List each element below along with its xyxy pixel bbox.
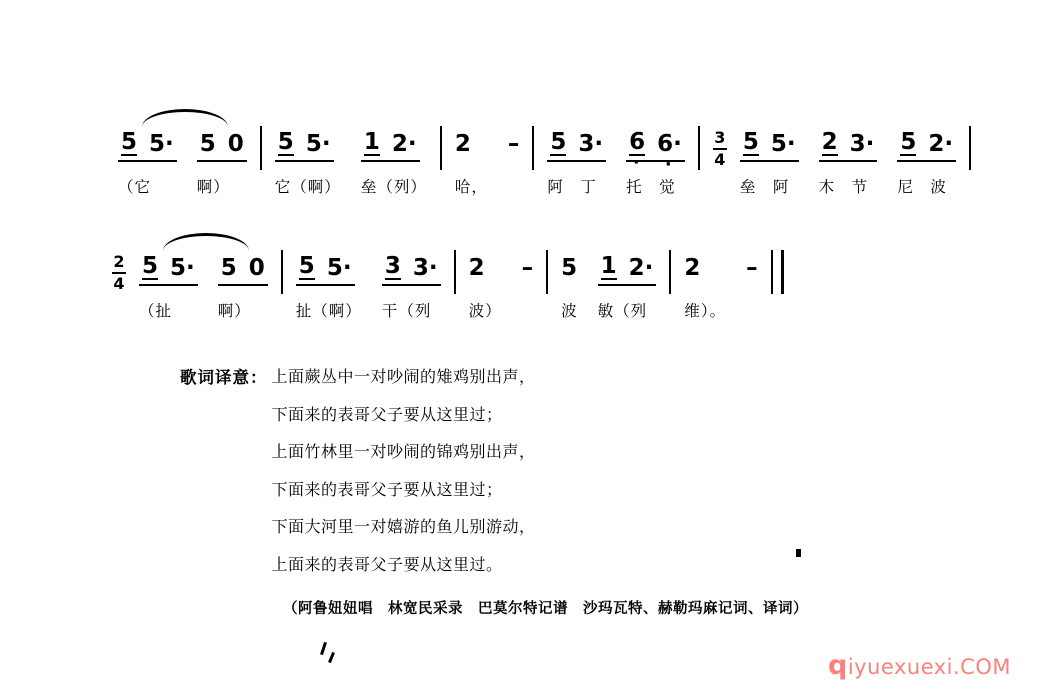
lyric: 托 觉 bbox=[626, 178, 676, 196]
note: 5 bbox=[742, 129, 759, 155]
beat-cell bbox=[684, 250, 726, 321]
score-line-1 bbox=[118, 126, 971, 197]
translation-label: 歌词译意： bbox=[180, 368, 268, 387]
notes-row bbox=[598, 250, 657, 286]
beat-cell bbox=[218, 250, 268, 321]
measure bbox=[118, 126, 247, 197]
beat-cell bbox=[361, 126, 427, 197]
measure bbox=[296, 250, 441, 321]
ink-artifact bbox=[328, 652, 335, 663]
notes-row bbox=[197, 126, 247, 162]
note: 5 bbox=[561, 255, 578, 281]
barline bbox=[440, 126, 442, 170]
time-signature-numerator: 3 bbox=[714, 128, 726, 147]
barline bbox=[669, 250, 671, 294]
time-signature-numerator: 2 bbox=[113, 252, 125, 271]
notes-row bbox=[508, 126, 520, 162]
notes-row bbox=[746, 250, 758, 286]
lyric: （它 bbox=[118, 178, 152, 196]
beat-cell bbox=[139, 250, 198, 321]
beam-group bbox=[296, 255, 355, 286]
notes-row bbox=[382, 250, 441, 286]
translation-line: 下面来的表哥父子要从这里过； bbox=[271, 479, 503, 499]
beam-group bbox=[382, 255, 441, 286]
note: 6 · bbox=[629, 131, 645, 156]
notes-row bbox=[522, 250, 534, 286]
notes-row bbox=[275, 126, 341, 162]
barline bbox=[454, 250, 456, 294]
notes-row bbox=[139, 250, 198, 286]
slur-arc bbox=[163, 233, 249, 251]
lyrics-translation-section bbox=[180, 364, 536, 589]
beam-group bbox=[139, 255, 198, 286]
beat-cell bbox=[296, 250, 362, 321]
watermark-initial: q bbox=[828, 650, 848, 681]
beam-group bbox=[598, 255, 657, 286]
lyric: 木 节 bbox=[818, 178, 869, 196]
translation-line: 上面蕨丛中一对吵闹的雉鸡别出声， bbox=[271, 367, 536, 386]
note: 0 bbox=[248, 255, 265, 281]
note: 2 bbox=[468, 255, 485, 281]
lyric: （扯 bbox=[139, 302, 173, 320]
lyric: 波） bbox=[468, 302, 502, 320]
final-barline bbox=[771, 250, 784, 294]
beam-group bbox=[626, 131, 685, 162]
barline bbox=[969, 126, 971, 170]
dash-note: – bbox=[521, 255, 534, 281]
note: 1 bbox=[363, 129, 380, 155]
notes-row bbox=[547, 126, 606, 162]
measure bbox=[740, 126, 956, 197]
measure bbox=[275, 126, 427, 197]
note: 3· bbox=[849, 131, 875, 157]
note: 5· bbox=[770, 131, 796, 157]
translation-lines bbox=[272, 364, 536, 589]
time-signature bbox=[112, 254, 126, 292]
note: 3· bbox=[578, 131, 604, 157]
beat-cell bbox=[897, 126, 956, 197]
ink-artifact bbox=[796, 549, 801, 557]
watermark-text: iyuexuexi.COM bbox=[847, 655, 1011, 679]
notes-row bbox=[561, 250, 578, 286]
notes-row bbox=[740, 126, 799, 162]
beat-cell bbox=[382, 250, 441, 321]
lyric: 垒 阿 bbox=[739, 178, 790, 196]
time-signature-denominator: 4 bbox=[113, 274, 125, 293]
time-signature-denominator: 4 bbox=[714, 150, 726, 169]
note: 0 bbox=[227, 131, 244, 157]
measure bbox=[469, 250, 534, 321]
note: 3· bbox=[412, 255, 438, 281]
lyric: 扯（啊） bbox=[295, 302, 362, 320]
note: 5· bbox=[305, 131, 331, 157]
lyric: 啊） bbox=[196, 178, 230, 196]
lyric: 维）。 bbox=[684, 302, 727, 320]
watermark-link[interactable] bbox=[828, 650, 1011, 681]
beam-group bbox=[819, 131, 878, 162]
beam-group bbox=[275, 131, 334, 162]
beat-cell bbox=[746, 250, 758, 321]
notes-row bbox=[118, 126, 177, 162]
beat-cell bbox=[275, 126, 341, 197]
note: 2· bbox=[391, 131, 417, 157]
slur-arc bbox=[142, 109, 228, 127]
note: 5 bbox=[220, 255, 237, 281]
beat-cell bbox=[561, 250, 578, 321]
lyric: 敏（列 bbox=[597, 302, 648, 320]
lyric: 阿 丁 bbox=[547, 178, 597, 196]
barline bbox=[698, 126, 700, 170]
dash-note: – bbox=[507, 131, 520, 157]
notes-row bbox=[469, 250, 502, 286]
note: 5 bbox=[550, 129, 567, 155]
translation-line: 上面竹林里一对吵闹的锦鸡别出声， bbox=[271, 442, 536, 461]
note: 5 bbox=[199, 131, 216, 157]
measure bbox=[139, 250, 268, 321]
note: 2 bbox=[821, 129, 838, 155]
measure bbox=[455, 126, 520, 197]
beat-cell bbox=[547, 126, 606, 197]
note: 5 bbox=[277, 129, 294, 155]
note: 2· bbox=[628, 255, 654, 281]
note: 2 bbox=[684, 255, 701, 281]
measure bbox=[684, 250, 757, 321]
note: 6· · bbox=[657, 133, 682, 156]
beat-cell bbox=[740, 126, 799, 197]
notes-row bbox=[897, 126, 956, 162]
lyric: 尼 波 bbox=[897, 178, 947, 196]
beam-group bbox=[740, 131, 799, 162]
barline bbox=[260, 126, 262, 170]
notes-row bbox=[626, 126, 685, 162]
translation-line: 下面来的表哥父子要从这里过； bbox=[271, 404, 503, 424]
beat-cell bbox=[197, 126, 247, 197]
beam-group bbox=[197, 133, 247, 162]
notes-row bbox=[296, 250, 362, 286]
beat-cell bbox=[626, 126, 685, 197]
translation-line: 下面大河里一对嬉游的鱼儿别游动， bbox=[271, 517, 536, 536]
notes-row bbox=[218, 250, 268, 286]
beam-group bbox=[218, 257, 268, 286]
score-line-2 bbox=[112, 250, 784, 321]
beat-cell bbox=[819, 126, 878, 197]
beam-group bbox=[118, 131, 177, 162]
note: 2· bbox=[928, 131, 954, 157]
time-signature bbox=[713, 130, 727, 168]
note: 5· bbox=[149, 131, 174, 157]
lyric: 它（啊） bbox=[274, 178, 341, 196]
beam-group bbox=[547, 131, 606, 162]
lyric: 哈， bbox=[454, 178, 488, 196]
dash-note: – bbox=[746, 255, 758, 281]
beat-cell bbox=[508, 126, 520, 197]
note: 2 bbox=[454, 131, 471, 157]
note: 5 bbox=[121, 129, 138, 155]
notes-row bbox=[361, 126, 427, 162]
barline bbox=[281, 250, 283, 294]
lyric: 干（列 bbox=[381, 302, 432, 320]
note: 1 bbox=[600, 253, 617, 279]
lyric: 啊） bbox=[217, 302, 251, 320]
notes-row bbox=[455, 126, 488, 162]
note: 5· bbox=[170, 255, 195, 281]
note: 5· bbox=[326, 255, 352, 281]
beam-group bbox=[897, 131, 956, 162]
attribution: （阿鲁妞妞唱 林宽民采录 巴莫尔特记谱 沙玛瓦特、赫勒玛麻记词、译词） bbox=[283, 601, 808, 617]
beat-cell bbox=[522, 250, 534, 321]
lyric: 垒（列） bbox=[360, 178, 427, 196]
notes-row bbox=[819, 126, 878, 162]
translation-line: 上面来的表哥父子要从这里过。 bbox=[271, 554, 503, 574]
notes-row bbox=[684, 250, 726, 286]
barline bbox=[546, 250, 548, 294]
ink-artifact bbox=[320, 642, 327, 655]
note: 3 bbox=[384, 253, 401, 279]
note: 5 bbox=[142, 253, 159, 279]
beat-cell bbox=[455, 126, 488, 197]
lyric: 波 bbox=[561, 302, 578, 320]
beat-cell bbox=[469, 250, 502, 321]
barline bbox=[532, 126, 534, 170]
beat-cell bbox=[118, 126, 177, 197]
note: 5 bbox=[298, 253, 315, 279]
measure bbox=[547, 126, 685, 197]
note: 5 bbox=[900, 129, 917, 155]
measure bbox=[561, 250, 656, 321]
beat-cell bbox=[598, 250, 657, 321]
beam-group bbox=[361, 131, 420, 162]
